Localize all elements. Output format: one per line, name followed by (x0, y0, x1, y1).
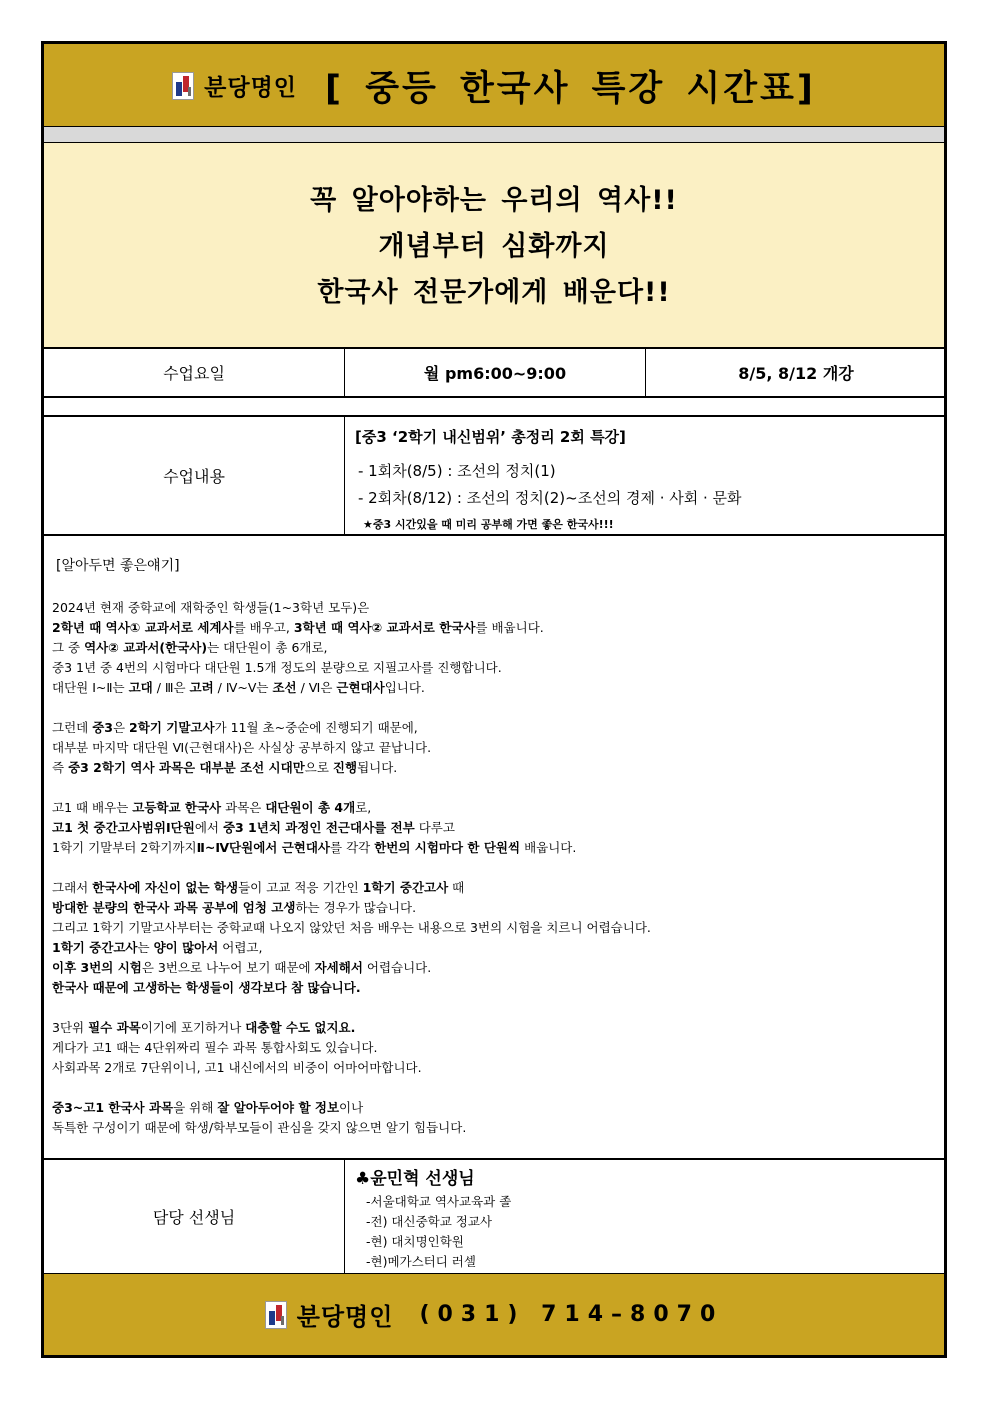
content-item-session-2: - 2회차(8/12) : 조선의 정치(2)~조선의 경제 · 사회 · 문화 (358, 489, 742, 507)
spacer-band (44, 127, 944, 143)
info-body (52, 598, 932, 1138)
headline-line-3: 한국사 전문가에게 배운다!! (317, 277, 671, 308)
credential-item: -현)메가스터디 러셀 (366, 1254, 476, 1269)
schedule-start-date: 8/5, 8/12 개강 (738, 363, 854, 383)
info-line: 즉 중3 2학기 역사 과목은 대부분 조선 시대만으로 진행됩니다. (52, 760, 398, 775)
teacher-label: 담당 선생님 (152, 1207, 236, 1227)
info-section-title: [알아두면 좋은얘기] (56, 558, 180, 574)
credential-item: -서울대학교 역사교육과 졸 (366, 1194, 512, 1209)
info-line: 중3~고1 한국사 과목을 위해 잘 알아두어야 할 정보이나 (52, 1100, 364, 1115)
info-line: 1학기 기말부터 2학기까지Ⅱ~Ⅳ단원에서 근현대사를 각각 한번의 시험마다 한 단원씩 배웁니다. (52, 840, 577, 855)
title-bar (44, 44, 944, 127)
timetable-sheet (41, 41, 947, 1358)
academy-logo-icon (265, 1301, 287, 1329)
info-line: 2024년 현재 중학교에 재학중인 학생들(1~3학년 모두)은 (52, 600, 370, 615)
info-line: 한국사 때문에 고생하는 학생들이 생각보다 참 많습니다. (52, 980, 361, 995)
info-line: 대단원 Ⅰ~Ⅱ는 고대 / Ⅲ은 고려 / Ⅳ~Ⅴ는 조선 / Ⅵ은 근현대사입니다. (52, 680, 425, 695)
header-brand: 분당명인 (204, 75, 298, 101)
footer-brand: 분당명인 (296, 1303, 394, 1331)
content-item-session-1: - 1회차(8/5) : 조선의 정치(1) (358, 462, 556, 480)
info-line: 게다가 고1 때는 4단위짜리 필수 과목 통합사회도 있습니다. (52, 1040, 378, 1055)
headline-line-2: 개념부터 심화까지 (378, 231, 610, 262)
info-line: 고1 첫 중간고사범위Ⅰ단원에서 중3 1년치 과정인 전근대사를 전부 다루고 (52, 820, 455, 835)
credential-item: -전) 대신중학교 정교사 (366, 1214, 493, 1229)
info-line: 방대한 분량의 한국사 과목 공부에 엄청 고생하는 경우가 많습니다. (52, 900, 417, 915)
content-details (355, 421, 945, 532)
content-label: 수업내용 (163, 466, 225, 486)
headline-line-1: 꼭 알아야하는 우리의 역사!! (310, 185, 678, 216)
info-line: 고1 때 배우는 고등학교 한국사 과목은 대단원이 총 4개로, (52, 800, 372, 815)
headline-box (44, 143, 944, 348)
academy-logo-icon (172, 72, 194, 100)
teacher-credentials (366, 1192, 511, 1272)
info-line: 그리고 1학기 기말고사부터는 중학교때 나오지 않았던 처음 배우는 내용으로 3번의 시험을 치르니 어렵습니다. (52, 920, 651, 935)
teacher-name: ♣윤민혁 선생님 (355, 1169, 475, 1189)
credential-item: -현) 대치명인학원 (366, 1234, 464, 1249)
content-note: ★중3 시간있을 때 미리 공부해 가면 좋은 한국사!!! (363, 518, 614, 531)
info-section (52, 556, 932, 1138)
info-line: 이후 3번의 시험은 3번으로 나누어 보기 때문에 자세해서 어렵습니다. (52, 960, 432, 975)
schedule-label: 수업요일 (163, 363, 225, 383)
info-line: 3단위 필수 과목이기에 포기하거나 대충할 수도 없지요. (52, 1020, 356, 1035)
footer-phone: (031) 714–8070 (419, 1302, 724, 1327)
page-title: [ 중등 한국사 특강 시간표] (325, 68, 816, 109)
info-line: 대부분 마지막 대단원 Ⅵ(근현대사)은 사실상 공부하지 않고 끝납니다. (52, 740, 432, 755)
info-line: 그런데 중3은 2학기 기말고사가 11월 초~중순에 진행되기 때문에, (52, 720, 418, 735)
info-line: 독특한 구성이기 때문에 학생/학부모들이 관심을 갖지 않으면 알기 힘듭니다. (52, 1120, 467, 1135)
info-line: 1학기 중간고사는 양이 많아서 어렵고, (52, 940, 263, 955)
info-line: 사회과목 2개로 7단위이니, 고1 내신에서의 비중이 어마어마합니다. (52, 1060, 422, 1075)
schedule-time: 월 pm6:00~9:00 (423, 363, 567, 383)
info-line: 2학년 때 역사① 교과서로 세계사를 배우고, 3학년 때 역사② 교과서로 한국사를 배웁니다. (52, 620, 544, 635)
content-heading: [중3 ‘2학기 내신범위’ 총정리 2회 특강] (355, 428, 626, 446)
info-line: 중3 1년 중 4번의 시험마다 대단원 1.5개 정도의 분량으로 지필고사를 진행합니다. (52, 660, 502, 675)
info-line: 그래서 한국사에 자신이 없는 학생들이 고교 적응 기간인 1학기 중간고사 때 (52, 880, 465, 895)
info-line: 그 중 역사② 교과서(한국사)는 대단원이 총 6개로, (52, 640, 328, 655)
footer-bar (44, 1274, 944, 1355)
